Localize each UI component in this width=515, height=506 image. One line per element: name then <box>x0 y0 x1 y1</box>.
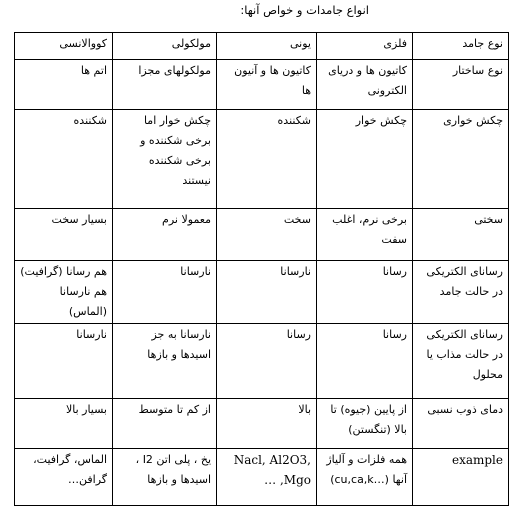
table-cell: رسانا <box>217 324 317 399</box>
header-cell: فلزی <box>317 33 413 60</box>
table-row <box>15 399 509 449</box>
table-cell: اتم ها <box>15 60 113 110</box>
table-row <box>15 261 509 324</box>
table-cell: چکش خوار <box>317 110 413 209</box>
table-cell: سختی <box>413 209 509 261</box>
table-cell: رسانای الکتریکی در حالت جامد <box>413 261 509 324</box>
table-cell: example <box>413 449 509 506</box>
table-cell: چکش خوار اما برخی شکننده و برخی شکننده نیستند <box>113 110 217 209</box>
table-cell: بسیار بالا <box>15 399 113 449</box>
table-row <box>15 449 509 506</box>
table-cell: هم رسانا (گرافیت) هم نارسانا (الماس) <box>15 261 113 324</box>
table-cell: مولکولهای مجزا <box>113 60 217 110</box>
table-cell: الماس، گرافیت، گرافن… <box>15 449 113 506</box>
table-cell: نارسانا <box>113 261 217 324</box>
table-cell: از کم تا متوسط <box>113 399 217 449</box>
header-cell: یونی <box>217 33 317 60</box>
table-cell: یخ ، پلی اتن I2 ، اسیدها و بازها <box>113 449 217 506</box>
table-row <box>15 60 509 110</box>
table-cell: چکش خواری <box>413 110 509 209</box>
table-cell: شکننده <box>15 110 113 209</box>
table-row <box>15 324 509 399</box>
table-row <box>15 110 509 209</box>
table-cell: بسیار سخت <box>15 209 113 261</box>
table-cell: همه فلزات و آلیاژ آنها (…cu,ca,k) <box>317 449 413 506</box>
table-cell: کاتیون ها و آنیون ها <box>217 60 317 110</box>
table-cell: Nacl, Al2O3, Mgo, … <box>217 449 317 506</box>
table-cell: از پایین (جیوه) تا بالا (تنگستن) <box>317 399 413 449</box>
page-title: انواع جامدات و خواص آنها: <box>240 3 369 17</box>
solids-table <box>14 32 509 506</box>
table-cell: نارسانا <box>217 261 317 324</box>
header-cell: نوع جامد <box>413 33 509 60</box>
table-cell: نارسانا <box>15 324 113 399</box>
table-cell: دمای ذوب نسبی <box>413 399 509 449</box>
table-cell: سخت <box>217 209 317 261</box>
table-cell: شکننده <box>217 110 317 209</box>
table-row <box>15 209 509 261</box>
table-cell: نوع ساختار <box>413 60 509 110</box>
table-cell: برخی نرم، اغلب سفت <box>317 209 413 261</box>
table-cell: کاتیون ها و دریای الکترونی <box>317 60 413 110</box>
table-cell: بالا <box>217 399 317 449</box>
table-header-row <box>15 33 509 60</box>
table-cell: معمولا نرم <box>113 209 217 261</box>
header-cell: کووالانسی <box>15 33 113 60</box>
table-cell: رسانا <box>317 324 413 399</box>
table-cell: رسانای الکتریکی در حالت مذاب یا محلول <box>413 324 509 399</box>
header-cell: مولکولی <box>113 33 217 60</box>
table-cell: نارسانا به جز اسیدها و بازها <box>113 324 217 399</box>
table-cell: رسانا <box>317 261 413 324</box>
